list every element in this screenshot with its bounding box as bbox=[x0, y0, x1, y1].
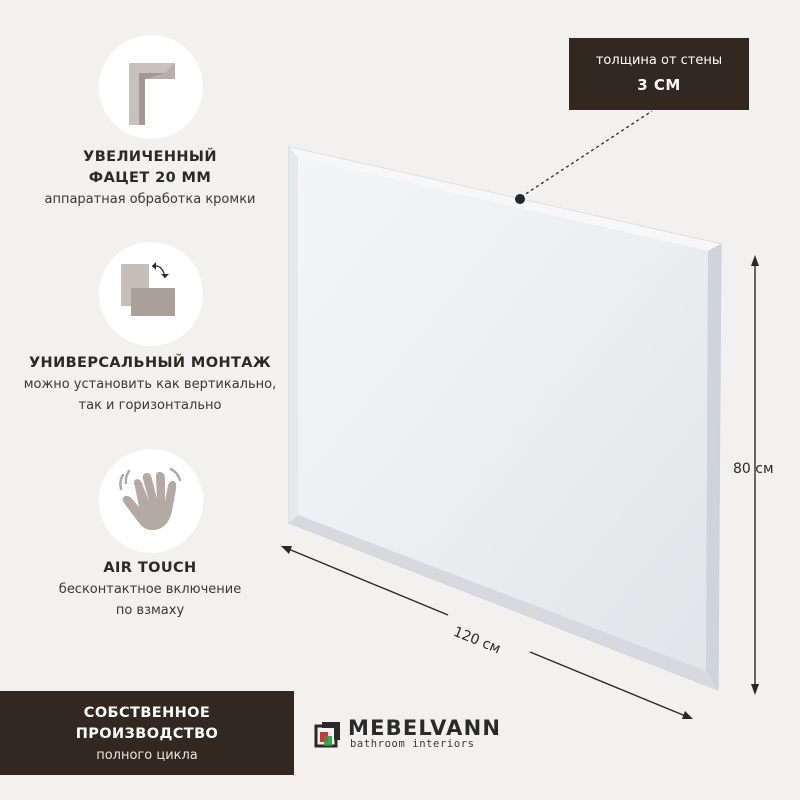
height-label: 80 см bbox=[733, 461, 774, 477]
thickness-label: толщина от стены bbox=[595, 53, 723, 68]
height-arrow-top bbox=[751, 255, 759, 266]
feature-mounting bbox=[0, 353, 300, 416]
feature-bevel-sub: аппаратная обработка кромки bbox=[44, 192, 256, 207]
feature-icon-circle-1 bbox=[99, 35, 203, 139]
width-label: 120 см bbox=[451, 624, 503, 658]
feature-air-touch bbox=[0, 558, 300, 621]
bevel-corner-icon bbox=[99, 35, 203, 139]
feature-air-touch-title: AIR TOUCH bbox=[103, 560, 197, 576]
thickness-callout bbox=[569, 38, 749, 110]
feature-bevel-title-2: ФАЦЕТ 20 ММ bbox=[88, 170, 212, 186]
feature-mounting-sub-2: так и горизонтально bbox=[78, 398, 222, 413]
thickness-pointer-dot bbox=[515, 194, 525, 204]
width-arrow-right bbox=[682, 711, 693, 719]
feature-mounting-sub-1: можно установить как вертикально, bbox=[23, 377, 277, 392]
thickness-value: 3 СМ bbox=[637, 76, 681, 94]
feature-icon-circle-3 bbox=[99, 449, 203, 553]
thickness-leader-line bbox=[521, 111, 652, 197]
production-title-2: ПРОИЗВОДСТВО bbox=[75, 726, 219, 742]
feature-mounting-title: УНИВЕРСАЛЬНЫЙ МОНТАЖ bbox=[28, 355, 272, 371]
brand-tagline: bathroom interiors bbox=[350, 738, 475, 750]
feature-air-touch-sub-2: по взмаху bbox=[115, 603, 185, 618]
brand-name: MEBELVANN bbox=[348, 716, 502, 740]
production-title-1: СОБСТВЕННОЕ bbox=[83, 705, 211, 721]
production-banner bbox=[0, 691, 294, 775]
hand-wave-icon bbox=[99, 449, 203, 553]
feature-air-touch-sub-1: бесконтактное включение bbox=[58, 582, 242, 597]
brand-logo-icon bbox=[314, 720, 344, 750]
feature-bevel bbox=[0, 147, 300, 210]
feature-bevel-title-1: УВЕЛИЧЕННЫЙ bbox=[83, 149, 217, 165]
feature-icon-circle-2 bbox=[99, 242, 203, 346]
production-sub: полного цикла bbox=[96, 748, 198, 763]
rotate-orientation-icon bbox=[99, 242, 203, 346]
height-arrow-bottom bbox=[751, 684, 759, 695]
width-arrow-left bbox=[281, 546, 292, 554]
